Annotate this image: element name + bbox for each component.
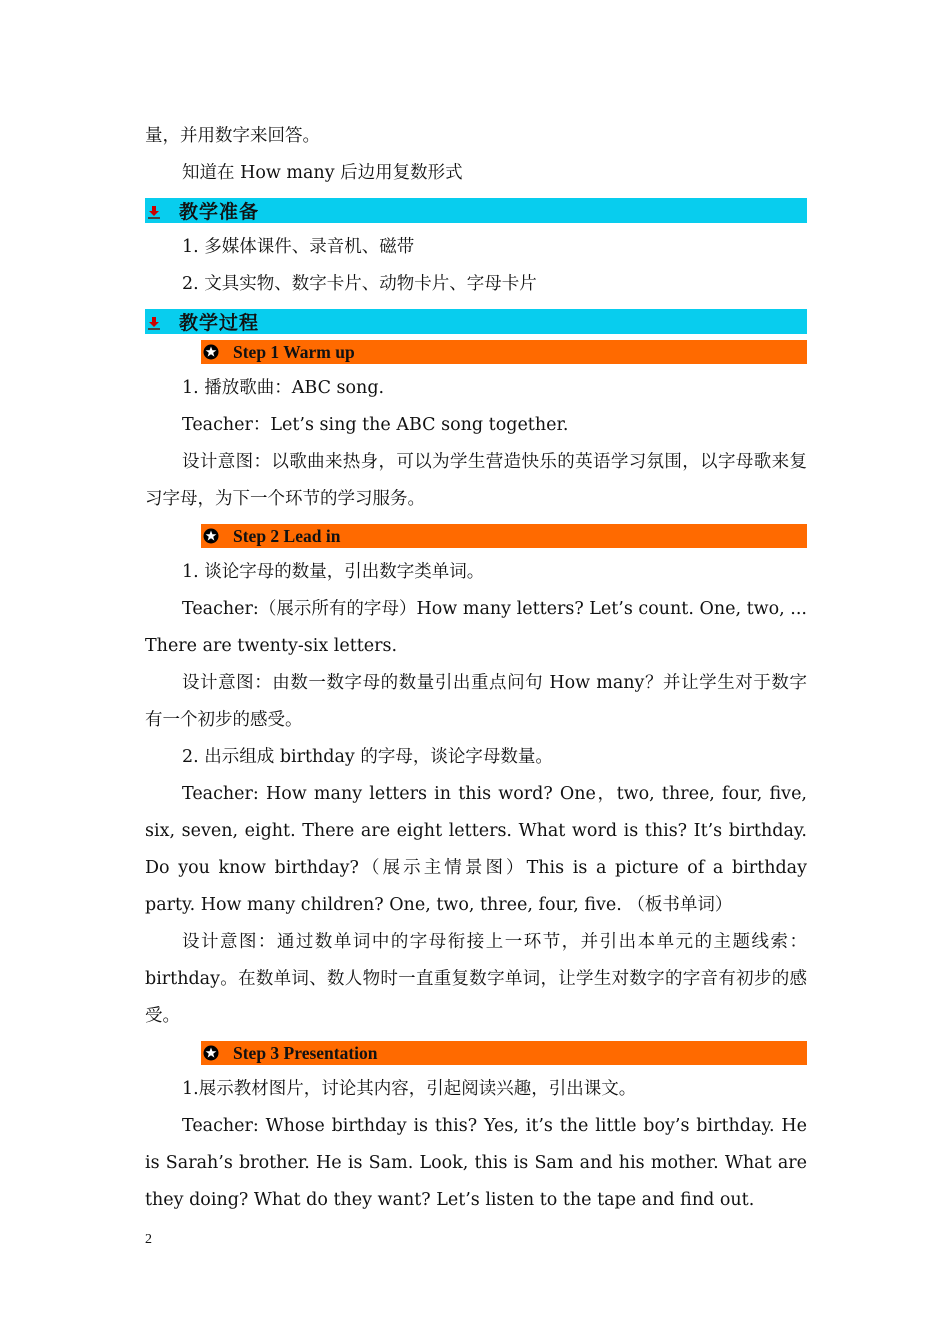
step-title: Step 2 Lead in: [233, 525, 341, 546]
step-title: Step 3 Presentation: [233, 1042, 378, 1063]
arrow-down-icon: [147, 315, 161, 329]
paragraph: 设计意图：以歌曲来热身，可以为学生营造快乐的英语学习氛围，以字母歌来复习字母，为下一个环节的学习服务。: [145, 452, 807, 509]
list-item: 1. 多媒体课件、录音机、磁带: [182, 237, 415, 257]
page-number: 2: [145, 1232, 152, 1247]
arrow-down-icon: [147, 204, 161, 218]
step-heading-lead-in: [201, 524, 807, 548]
paragraph: 设计意图：通过数单词中的字母衔接上一环节，并引出本单元的主题线索：birthday。在数单词、数人物时一直重复数字单词，让学生对数字的字音有初步的感受。: [145, 932, 807, 1026]
section-heading-preparation: [145, 198, 807, 223]
paragraph: 2. 出示组成 birthday 的字母，谈论字母数量。: [182, 747, 553, 767]
page-content: [145, 118, 807, 1219]
section-heading-process: [145, 309, 807, 334]
step-heading-presentation: [201, 1041, 807, 1065]
paragraph: Teacher：Let’s sing the ABC song together.: [182, 415, 569, 435]
paragraph: 1.展示教材图片，讨论其内容，引起阅读兴趣，引出课文。: [182, 1079, 637, 1099]
star-circle-icon: [203, 1045, 219, 1061]
list-item: 2. 文具实物、数字卡片、动物卡片、字母卡片: [182, 274, 537, 294]
step-title: Step 1 Warm up: [233, 341, 355, 362]
section-title: 教学过程: [179, 312, 260, 334]
paragraph: Teacher: Whose birthday is this? Yes, it’s the little boy’s birthday. He is Sarah’s brother. He is Sam. Look, this is Sam and his mother. What are they doing? What do they want? Let’s listen to the tape and find out.: [145, 1116, 807, 1210]
paragraph: 量，并用数字来回答。: [145, 126, 320, 146]
paragraph: 知道在 How many 后边用复数形式: [182, 163, 463, 183]
star-circle-icon: [203, 344, 219, 360]
paragraph: 1. 播放歌曲：ABC song.: [182, 378, 385, 398]
section-title: 教学准备: [179, 201, 260, 223]
star-circle-icon: [203, 528, 219, 544]
paragraph: Teacher: How many letters in this word? One，two, three, four, five, six, seven, eight. There are eight letters. What word is this? It’s birthday. Do you know birthday?（展示主情景图）This is a picture of a birthday party. How many children? One, two, three, four, five. （板书单词）: [145, 784, 807, 915]
paragraph: Teacher:（展示所有的字母）How many letters? Let’s count. One, two, ... There are twenty-six letters.: [145, 599, 807, 656]
step-heading-warm-up: [201, 340, 807, 364]
paragraph: 设计意图：由数一数字母的数量引出重点问句 How many？并让学生对于数字有一个初步的感受。: [145, 673, 807, 730]
paragraph: 1. 谈论字母的数量，引出数字类单词。: [182, 562, 485, 582]
